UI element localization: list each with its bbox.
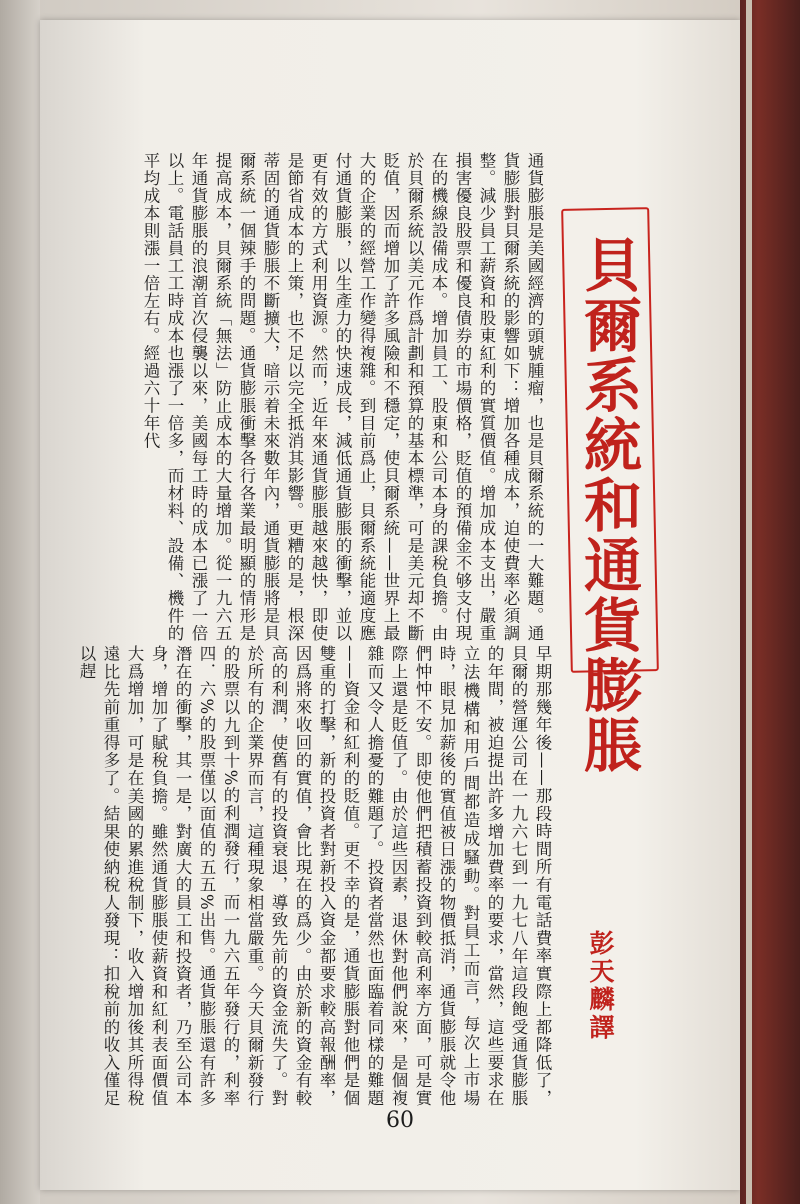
article-text-bottom: 早期那幾年後——那段時間所有電話費率實際上都降低了，貝爾的營運公司在一九六七到一九七八年這段飽受通貨膨脹的年間，被迫提出許多增加費率的要求，當然，這些要求在立法機構和用戶間都造成騷動。對員工而言，每次上市場時，眼見加薪後的實值被日漲的物價抵消，通貨膨脹就令他們忡忡不安。即使他們把積蓄投資到較高利率方面，可是實際上還是貶值了。由於這些因素，退休對他們說來，是個複雜而又令人擔憂的難題了。投資者當然也面臨着同樣的難題——資金和紅利的貶值。更不幸的是，通貨膨脹對他們是個雙重的打擊，新的投資者對新投入資金都要求較高報酬率，因爲將來收回的實值，會比現在的爲少。由於新的資金有較高的利潤，使舊有的投資衰退，導致先前的資金流失了。對於所有的企業界而言，這種現象相當嚴重。今天貝爾新發行的股票以九到十%的利潤發行，而一九六五年發行的，利率四．六%的股票僅以面值的五五%出售。通貨膨脹還有許多潛在的衝擊，其一是，對廣大的員工和投資者，乃至公司本身，增加了賦稅負擔。雖然通貨膨脹使薪資和紅利表面價值大爲增加，可是在美國的累進稅制下，收入增加後其所得稅遠比先前重得多了。結果使納稅人發現：扣稅前的收入僅足以趕 <box>77 645 552 1107</box>
translator-credit: 彭天麟譯 <box>586 930 615 1042</box>
book-gutter <box>0 0 40 1204</box>
page-number: 60 <box>386 1108 414 1133</box>
book-cover-edge <box>740 0 800 1204</box>
article-text-top: 通貨膨脹是美國經濟的頭號腫瘤，也是貝爾系統的一大難題。通貨膨脹對貝爾系統的影響如下：增加各種成本，迫使費率必須調整。減少員工薪資和股東紅利的實質價值。增加成本支出，嚴重損害優良股票和優良債券的市場價格，貶值的預備金不够支付現在的機線設備成本。增加員工、股東和公司本身的課稅負擔。由於貝爾系統以美元作爲計劃和預算的基本標準，可是美元却不斷貶值，因而增加了許多風險和不穩定，使貝爾系統——世界上最大的企業的經營工作變得複雜。到目前爲止，貝爾系統能適度應付通貨膨脹，以生產力的快速成長，減低通貨膨脹的衝擊，並以更有效的方式利用資源。然而，近年來通貨膨脹越來越快，即使是節省成本的上策，也不足以完全抵消其影響。更糟的是，根深蒂固的通貨膨脹不斷擴大，暗示着未來數年內，通貨膨脹將是貝爾系統一個辣手的問題。通貨膨脹衝擊各行各業最明顯的情形是提高成本，貝爾系統「無法」防止成本的大量增加。從一九六五年通貨膨脹的浪潮首次侵襲以來，美國每工時的成本已漲了一倍以上。電話員工工時成本也漲了一倍多，而材料、設備、機件的平均成本則漲一倍左右。經過六十年代 <box>141 152 544 642</box>
article-title: 貝爾系統和通貨膨脹 <box>574 235 642 775</box>
